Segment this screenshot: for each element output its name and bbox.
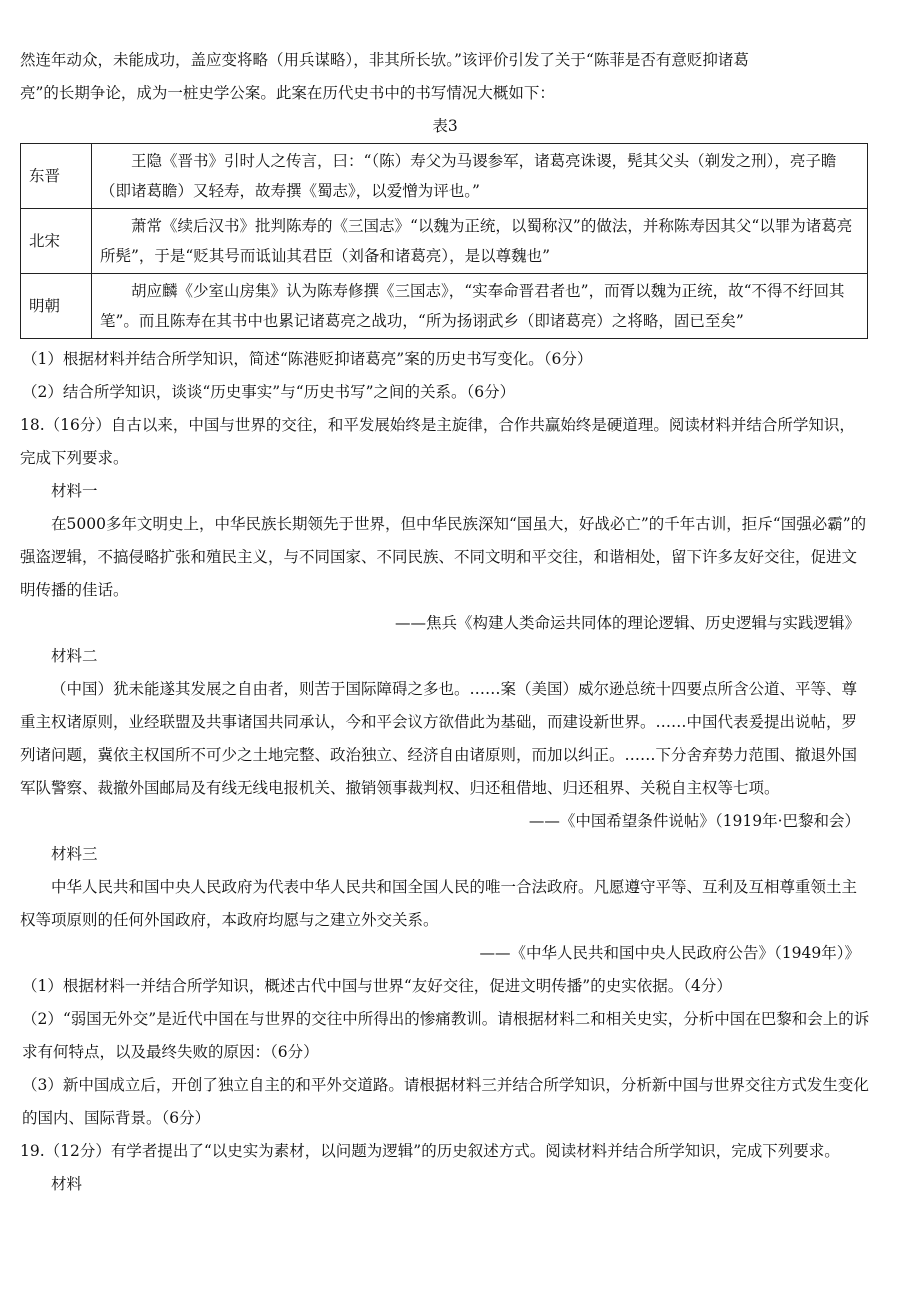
q18-sub-1: （1）根据材料一并结合所学知识，概述古代中国与世界“友好交往，促进文明传播”的史实依据。（4分） bbox=[22, 977, 732, 995]
q18-sub-2: （2）“弱国无外交”是近代中国在与世界的交往中所得出的惨痛教训。请根据材料二和相关史实，分析中国在巴黎和会上的诉求有何特点，以及最终失败的原因：（6分） bbox=[22, 1010, 870, 1061]
q18-material-1-text: 在5000多年文明史上，中华民族长期领先于世界，但中华民族深知“国虽大，好战必亡”的千年古训，拒斥“国强必霸”的强盗逻辑，不搞侵略扩张和殖民主义，与不同国家、不同民族、不同文明和平交往，和谐相处，留下许多友好交往，促进文明传播的佳话。 bbox=[20, 515, 867, 599]
table-row bbox=[21, 274, 868, 339]
table-era-cell: 北宋 bbox=[21, 209, 92, 274]
exam-page bbox=[20, 44, 870, 1201]
q19-stem: 19.（12分）有学者提出了“以史实为素材，以问题为逻辑”的历史叙述方式。阅读材料并结合所学知识，完成下列要求。 bbox=[20, 1142, 840, 1160]
q18-material-2-label: 材料二 bbox=[51, 647, 98, 665]
table-row bbox=[21, 209, 868, 274]
q18-material-3-text: 中华人民共和国中央人民政府为代表中华人民共和国全国人民的唯一合法政府。凡愿遵守平等、互利及互相尊重领土主权等项原则的任何外国政府，本政府均愿与之建立外交关系。 bbox=[20, 878, 858, 929]
q18-material-1-label: 材料一 bbox=[51, 482, 98, 500]
table-row bbox=[21, 144, 868, 209]
q19-material-label: 材料 bbox=[51, 1175, 83, 1193]
q18-stem: 18.（16分）自古以来，中国与世界的交往，和平发展始终是主旋律，合作共赢始终是硬道理。阅读材料并结合所学知识，完成下列要求。 bbox=[20, 416, 855, 467]
q18-material-2-text: （中国）犹未能遂其发展之自由者，则苦于国际障碍之多也。……案（美国）威尔逊总统十四要点所含公道、平等、尊重主权诸原则，业经联盟及共事诸国共同承认，今和平会议方欲借此为基础，而建设新世界。……中国代表爰提出说帖，罗列诸问题，冀依主权国所不可少之土地完整、政治独立、经济自由诸原则，而加以纠正。……下分舍弃势力范围、撤退外国军队警察、裁撤外国邮局及有线无线电报机关、撤销领事裁判权、归还租借地、归还租界、关税自主权等七项。 bbox=[20, 680, 858, 797]
q18-sub-3: （3）新中国成立后，开创了独立自主的和平外交道路。请根据材料三并结合所学知识，分析新中国与世界交往方式发生变化的国内、国际背景。（6分） bbox=[22, 1076, 869, 1127]
q18-material-2-source: ——《中国希望条件说帖》（1919年·巴黎和会） bbox=[528, 812, 860, 830]
table-era-cell: 东晋 bbox=[21, 144, 92, 209]
intro-line-2: 亮”的长期争论，成为一桩史学公案。此案在历代史书中的书写情况大概如下： bbox=[20, 84, 555, 102]
table-era-cell: 明朝 bbox=[21, 274, 92, 339]
history-writing-table bbox=[20, 143, 868, 339]
q17-sub-2: （2）结合所学知识，谈谈“历史事实”与“历史书写”之间的关系。（6分） bbox=[22, 383, 516, 401]
q17-sub-1: （1）根据材料并结合所学知识，简述“陈港贬抑诸葛亮”案的历史书写变化。（6分） bbox=[22, 350, 593, 368]
table-content-cell: 萧常《续后汉书》批判陈寿的《三国志》“以魏为正统，以蜀称汉”的做法，并称陈寿因其父“以罪为诸葛亮所髡”，于是“贬其号而诋讪其君臣（刘备和诸葛亮），是以尊魏也” bbox=[92, 209, 868, 274]
q18-material-3-source: ——《中华人民共和国中央人民政府公告》（1949年）》 bbox=[479, 944, 860, 962]
q18-material-1-source: ——焦兵《构建人类命运共同体的理论逻辑、历史逻辑与实践逻辑》 bbox=[394, 614, 860, 632]
q18-material-3-label: 材料三 bbox=[51, 845, 98, 863]
table-caption: 表3 bbox=[432, 117, 458, 135]
table-content-cell: 王隐《晋书》引时人之传言，曰：“（陈）寿父为马谡参军，诸葛亮诛谡，髡其父头（剃发之刑），亮子瞻（即诸葛瞻）又轻寿，故寿撰《蜀志》，以爱憎为评也。” bbox=[92, 144, 868, 209]
intro-line-1: 然连年动众，未能成功，盖应变将略（用兵谋略），非其所长欤。”该评价引发了关于“陈菲是否有意贬抑诸葛 bbox=[20, 51, 749, 69]
table-content-cell: 胡应麟《少室山房集》认为陈寿修撰《三国志》，“实奉命晋君者也”，而胥以魏为正统，故“不得不纡回其笔”。而且陈寿在其书中也累记诸葛亮之战功，“所为扬诩武乡（即诸葛亮）之将略，固已至矣” bbox=[92, 274, 868, 339]
